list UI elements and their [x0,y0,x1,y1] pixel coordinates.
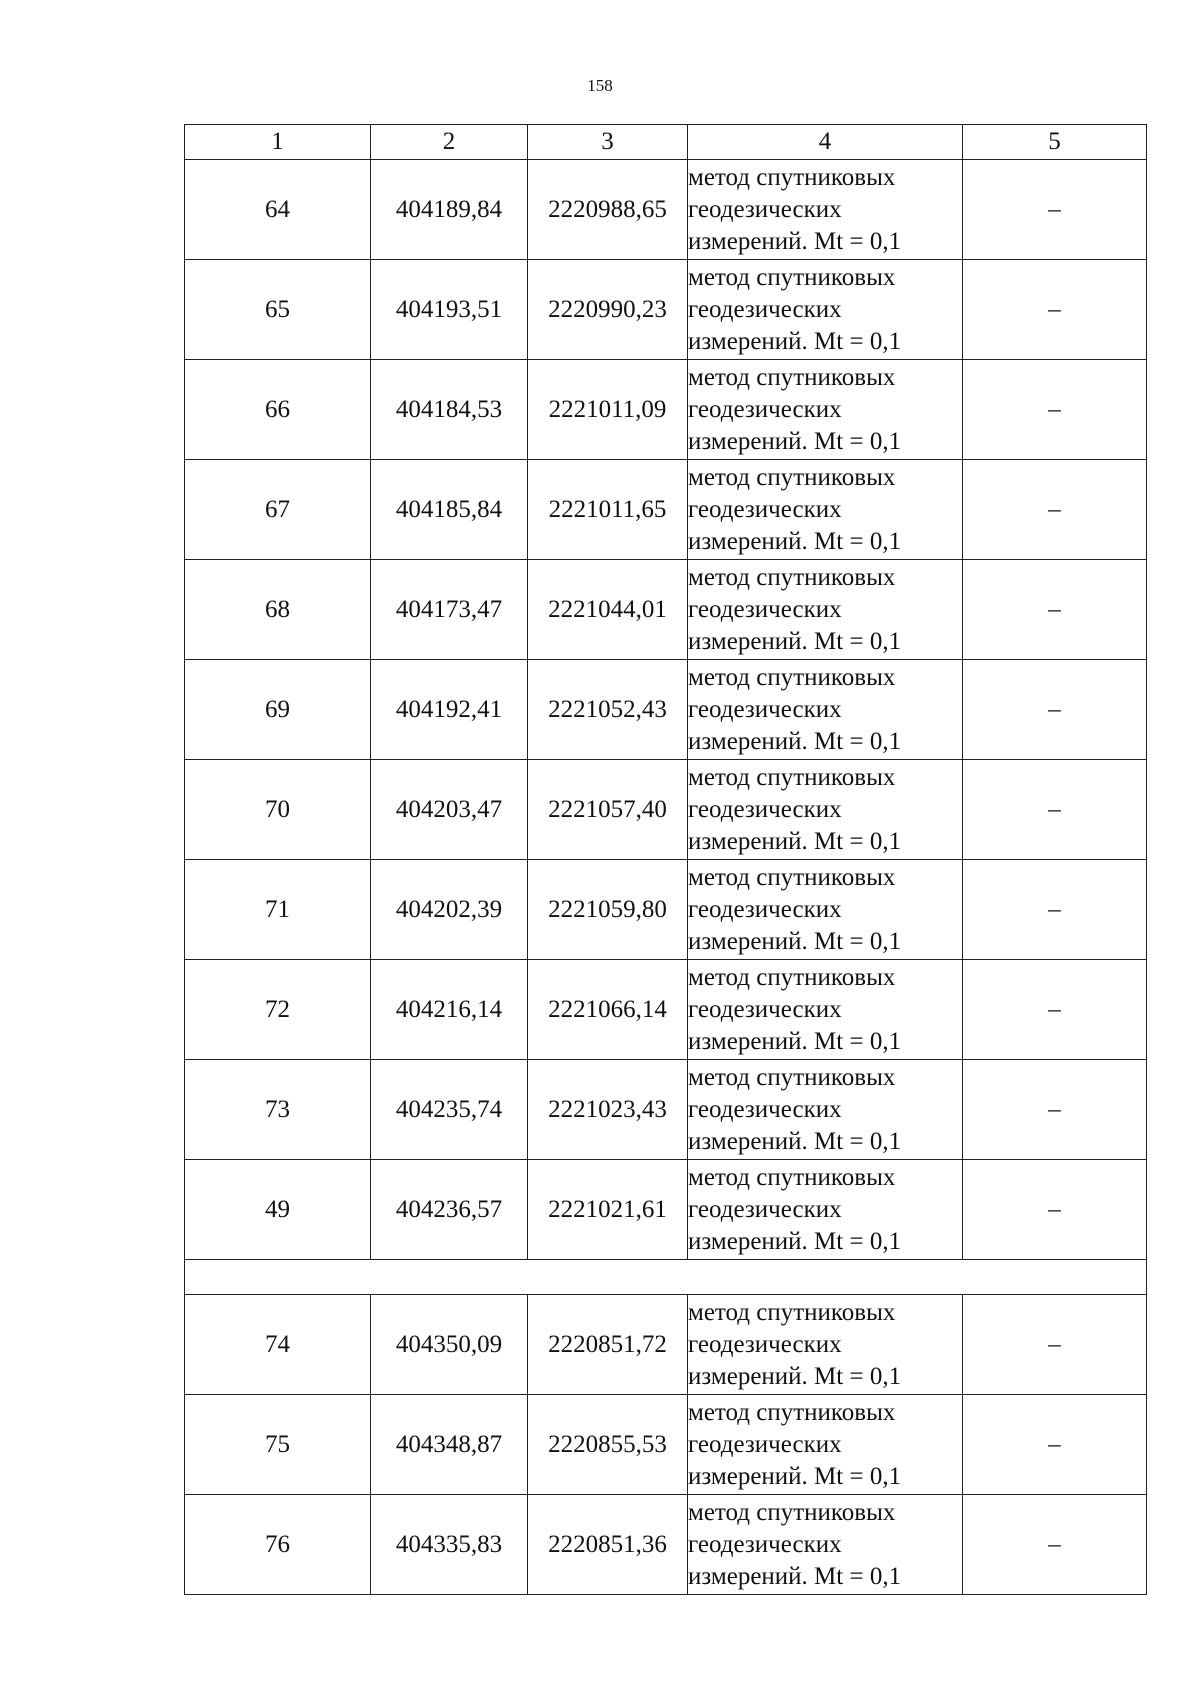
table-row [185,660,1147,760]
method-cell [688,960,963,1060]
x-coordinate-cell: 404348,87 [371,1395,528,1495]
point-number-cell: 70 [185,760,371,860]
point-number-cell: 71 [185,860,371,960]
coordinates-table [184,124,1147,1595]
method-cell [688,1395,963,1495]
method-line: измерений. Mt = 0,1 [688,1027,902,1055]
note-cell: – [963,1060,1147,1160]
table-row [185,1395,1147,1495]
table-row [185,160,1147,260]
page-number: 158 [587,76,613,95]
method-line: геодезических [688,495,842,523]
y-coordinate-cell: 2221011,65 [528,460,688,560]
y-coordinate-cell: 2221021,61 [528,1160,688,1260]
method-line: геодезических [688,895,842,923]
method-line: геодезических [688,1330,842,1358]
method-line: метод спутниковых [688,563,896,591]
method-line: измерений. Mt = 0,1 [688,1562,902,1590]
method-line: геодезических [688,1095,842,1123]
method-cell [688,1160,963,1260]
x-coordinate-cell: 404335,83 [371,1495,528,1595]
point-number-cell: 64 [185,160,371,260]
method-line: метод спутниковых [688,763,896,791]
column-header: 4 [688,125,963,160]
method-cell [688,1295,963,1395]
method-line: измерений. Mt = 0,1 [688,1462,902,1490]
note-cell: – [963,1395,1147,1495]
method-line: метод спутниковых [688,163,896,191]
table-header-row [185,125,1147,160]
method-line: геодезических [688,195,842,223]
y-coordinate-cell: 2221057,40 [528,760,688,860]
table-row [185,560,1147,660]
note-cell: – [963,260,1147,360]
x-coordinate-cell: 404173,47 [371,560,528,660]
method-cell [688,560,963,660]
method-cell [688,160,963,260]
method-line: метод спутниковых [688,963,896,991]
note-cell: – [963,460,1147,560]
method-line: геодезических [688,595,842,623]
note-cell: – [963,960,1147,1060]
method-line: метод спутниковых [688,1498,896,1526]
x-coordinate-cell: 404235,74 [371,1060,528,1160]
table-row [185,360,1147,460]
method-cell [688,1495,963,1595]
point-number-cell: 75 [185,1395,371,1495]
method-cell [688,1060,963,1160]
note-cell: – [963,660,1147,760]
method-line: метод спутниковых [688,663,896,691]
point-number-cell: 72 [185,960,371,1060]
method-line: геодезических [688,395,842,423]
method-line: измерений. Mt = 0,1 [688,927,902,955]
note-cell: – [963,1295,1147,1395]
method-line: геодезических [688,295,842,323]
x-coordinate-cell: 404193,51 [371,260,528,360]
method-cell [688,660,963,760]
method-line: геодезических [688,1530,842,1558]
method-line: геодезических [688,795,842,823]
table-row [185,760,1147,860]
method-cell [688,360,963,460]
note-cell: – [963,360,1147,460]
table-row [185,860,1147,960]
note-cell: – [963,560,1147,660]
y-coordinate-cell: 2221044,01 [528,560,688,660]
method-cell [688,260,963,360]
method-line: измерений. Mt = 0,1 [688,827,902,855]
method-line: измерений. Mt = 0,1 [688,1127,902,1155]
method-line: измерений. Mt = 0,1 [688,427,902,455]
column-header: 3 [528,125,688,160]
method-line: метод спутниковых [688,1063,896,1091]
y-coordinate-cell: 2220855,53 [528,1395,688,1495]
table-row [185,1495,1147,1595]
x-coordinate-cell: 404350,09 [371,1295,528,1395]
table-row [185,1060,1147,1160]
y-coordinate-cell: 2220990,23 [528,260,688,360]
x-coordinate-cell: 404202,39 [371,860,528,960]
method-line: измерений. Mt = 0,1 [688,327,902,355]
table-body [185,125,1147,1595]
y-coordinate-cell: 2221023,43 [528,1060,688,1160]
method-line: геодезических [688,695,842,723]
point-number-cell: 49 [185,1160,371,1260]
y-coordinate-cell: 2220851,36 [528,1495,688,1595]
table-row [185,460,1147,560]
note-cell: – [963,860,1147,960]
table-separator-row [185,1260,1147,1295]
y-coordinate-cell: 2221066,14 [528,960,688,1060]
method-line: метод спутниковых [688,1398,896,1426]
table-row [185,1295,1147,1395]
y-coordinate-cell: 2220851,72 [528,1295,688,1395]
column-header: 5 [963,125,1147,160]
method-line: метод спутниковых [688,363,896,391]
method-line: метод спутниковых [688,863,896,891]
point-number-cell: 67 [185,460,371,560]
method-line: метод спутниковых [688,263,896,291]
point-number-cell: 74 [185,1295,371,1395]
table-row [185,960,1147,1060]
point-number-cell: 76 [185,1495,371,1595]
table-row [185,1160,1147,1260]
point-number-cell: 66 [185,360,371,460]
method-line: метод спутниковых [688,1298,896,1326]
note-cell: – [963,1160,1147,1260]
point-number-cell: 73 [185,1060,371,1160]
x-coordinate-cell: 404216,14 [371,960,528,1060]
method-line: геодезических [688,1430,842,1458]
x-coordinate-cell: 404203,47 [371,760,528,860]
method-cell [688,760,963,860]
point-number-cell: 69 [185,660,371,760]
y-coordinate-cell: 2221052,43 [528,660,688,760]
method-line: геодезических [688,1195,842,1223]
method-line: измерений. Mt = 0,1 [688,1227,902,1255]
point-number-cell: 68 [185,560,371,660]
column-header: 1 [185,125,371,160]
y-coordinate-cell: 2221059,80 [528,860,688,960]
method-line: измерений. Mt = 0,1 [688,227,902,255]
point-number-cell: 65 [185,260,371,360]
method-line: метод спутниковых [688,1163,896,1191]
method-line: геодезических [688,995,842,1023]
table-row [185,260,1147,360]
y-coordinate-cell: 2220988,65 [528,160,688,260]
method-line: измерений. Mt = 0,1 [688,727,902,755]
method-line: метод спутниковых [688,463,896,491]
column-header: 2 [371,125,528,160]
method-cell [688,460,963,560]
y-coordinate-cell: 2221011,09 [528,360,688,460]
method-line: измерений. Mt = 0,1 [688,627,902,655]
note-cell: – [963,760,1147,860]
x-coordinate-cell: 404185,84 [371,460,528,560]
method-cell [688,860,963,960]
note-cell: – [963,1495,1147,1595]
method-line: измерений. Mt = 0,1 [688,1362,902,1390]
note-cell: – [963,160,1147,260]
method-line: измерений. Mt = 0,1 [688,527,902,555]
separator-cell [185,1260,1147,1295]
x-coordinate-cell: 404192,41 [371,660,528,760]
x-coordinate-cell: 404236,57 [371,1160,528,1260]
x-coordinate-cell: 404189,84 [371,160,528,260]
x-coordinate-cell: 404184,53 [371,360,528,460]
